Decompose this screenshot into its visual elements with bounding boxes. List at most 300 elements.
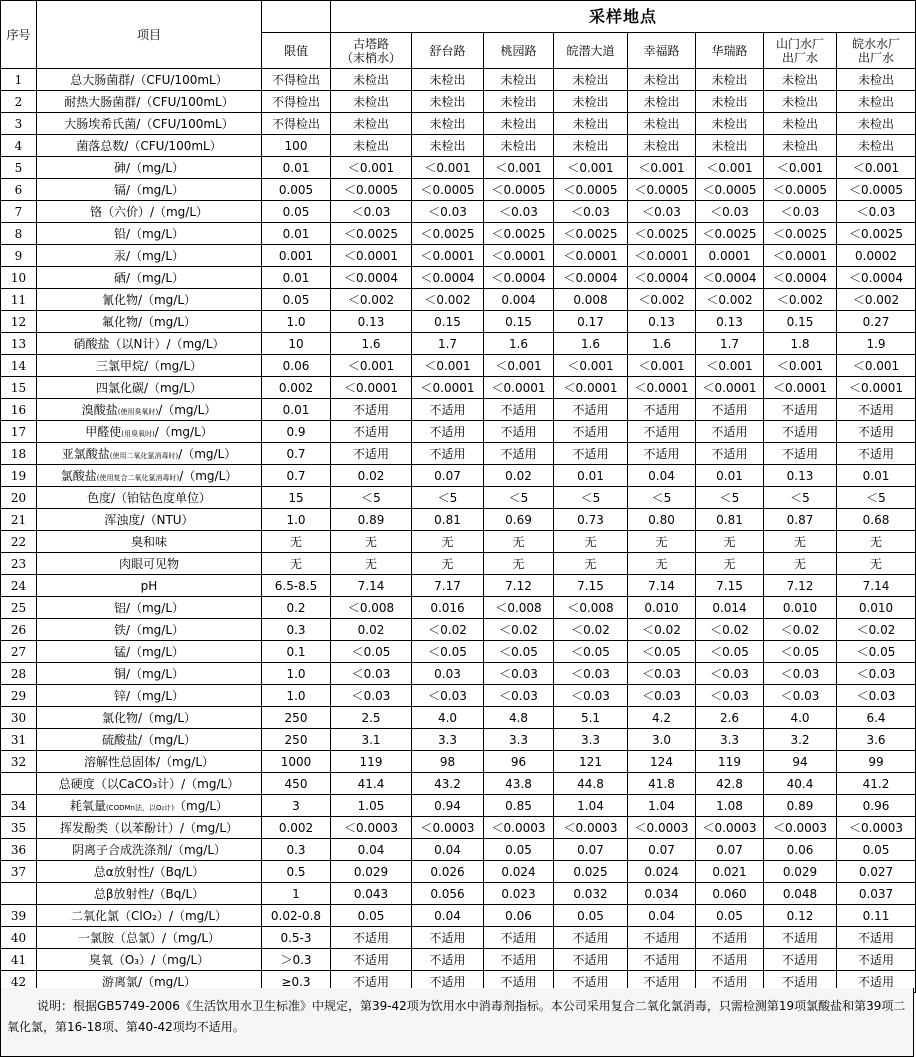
- row-item-name: 菌落总数/（CFU/100mL）: [76, 138, 222, 153]
- row-item-name: 甲醛使: [85, 424, 122, 439]
- row-value-site-3: 0.06: [484, 905, 554, 927]
- row-value-site-4: 3.3: [554, 729, 628, 751]
- row-value-site-1: 未检出: [331, 135, 412, 157]
- row-value-site-4: ＜0.0004: [554, 267, 628, 289]
- row-value-site-4: 0.17: [554, 311, 628, 333]
- row-value-site-7: ＜0.03: [764, 663, 837, 685]
- row-value-site-2: 0.016: [412, 597, 484, 619]
- row-value-site-7: 0.010: [764, 597, 837, 619]
- row-number: 17: [1, 421, 37, 443]
- row-value-site-6: ＜0.0025: [696, 223, 764, 245]
- row-value-site-7: ＜0.0005: [764, 179, 837, 201]
- row-value-site-3: 0.02: [484, 465, 554, 487]
- row-value-site-7: 不适用: [764, 443, 837, 465]
- table-row: [1, 157, 916, 179]
- row-value-site-7: 0.06: [764, 839, 837, 861]
- row-value-site-4: 未检出: [554, 91, 628, 113]
- row-value-site-1: 41.4: [331, 773, 412, 795]
- row-value-site-2: 0.81: [412, 509, 484, 531]
- row-value-site-4: ＜0.03: [554, 663, 628, 685]
- row-number: 9: [1, 245, 37, 267]
- row-value-site-6: 0.021: [696, 861, 764, 883]
- row-item: [37, 883, 262, 905]
- row-value-site-8: ＜0.03: [837, 685, 916, 707]
- table-row: [1, 223, 916, 245]
- row-value-site-4: 不适用: [554, 927, 628, 949]
- row-number: 25: [1, 597, 37, 619]
- row-item-unit: /（mg/L）: [179, 468, 238, 483]
- row-value-site-6: 不适用: [696, 971, 764, 993]
- row-value-site-8: ＜0.02: [837, 619, 916, 641]
- row-value-site-1: ＜0.03: [331, 685, 412, 707]
- row-item-name: 溶解性总固体/（mg/L）: [83, 754, 215, 769]
- row-item: [37, 355, 262, 377]
- row-value-site-8: 0.11: [837, 905, 916, 927]
- row-value-site-8: ＜5: [837, 487, 916, 509]
- row-limit: 0.5: [262, 861, 331, 883]
- row-value-site-4: 不适用: [554, 399, 628, 421]
- row-value-site-7: 0.12: [764, 905, 837, 927]
- row-item-unit: /（mg/L）: [178, 446, 237, 461]
- row-value-site-2: 无: [412, 553, 484, 575]
- row-value-site-7: 未检出: [764, 69, 837, 91]
- row-value-site-1: ＜0.008: [331, 597, 412, 619]
- row-number: 26: [1, 619, 37, 641]
- row-item: [37, 421, 262, 443]
- row-value-site-3: 43.8: [484, 773, 554, 795]
- table-row: [1, 729, 916, 751]
- row-value-site-6: 未检出: [696, 113, 764, 135]
- row-item-name: 铬（六价）/（mg/L）: [89, 204, 209, 219]
- table-row: [1, 355, 916, 377]
- row-value-site-1: ＜5: [331, 487, 412, 509]
- row-value-site-4: ＜0.001: [554, 355, 628, 377]
- row-value-site-8: 0.68: [837, 509, 916, 531]
- row-item: [37, 927, 262, 949]
- row-item: [37, 69, 262, 91]
- row-value-site-5: 未检出: [628, 91, 696, 113]
- row-value-site-1: 0.13: [331, 311, 412, 333]
- row-value-site-8: 0.01: [837, 465, 916, 487]
- header-site-6: 华瑞路: [696, 33, 764, 69]
- row-item-unit: /（mg/L）: [154, 424, 213, 439]
- row-item: [37, 817, 262, 839]
- row-value-site-3: ＜0.0005: [484, 179, 554, 201]
- row-value-site-8: 未检出: [837, 135, 916, 157]
- row-value-site-4: ＜0.0001: [554, 245, 628, 267]
- row-value-site-6: 0.05: [696, 905, 764, 927]
- row-value-site-2: 7.17: [412, 575, 484, 597]
- row-value-site-3: 不适用: [484, 971, 554, 993]
- row-value-site-1: ＜0.0003: [331, 817, 412, 839]
- row-value-site-3: 96: [484, 751, 554, 773]
- row-value-site-6: 未检出: [696, 91, 764, 113]
- row-value-site-8: 3.6: [837, 729, 916, 751]
- table-row: [1, 69, 916, 91]
- row-value-site-3: ＜0.05: [484, 641, 554, 663]
- row-value-site-1: 0.043: [331, 883, 412, 905]
- row-value-site-7: ＜0.0001: [764, 377, 837, 399]
- row-number: 5: [1, 157, 37, 179]
- row-value-site-6: ＜0.02: [696, 619, 764, 641]
- row-item: [37, 509, 262, 531]
- row-value-site-6: 7.15: [696, 575, 764, 597]
- row-value-site-1: 119: [331, 751, 412, 773]
- row-number: 3: [1, 113, 37, 135]
- row-value-site-4: 不适用: [554, 971, 628, 993]
- row-number: 27: [1, 641, 37, 663]
- table-row: [1, 751, 916, 773]
- table-row: [1, 91, 916, 113]
- row-value-site-2: 0.15: [412, 311, 484, 333]
- row-limit: 0.2: [262, 597, 331, 619]
- row-limit: 0.001: [262, 245, 331, 267]
- row-value-site-5: 不适用: [628, 927, 696, 949]
- row-value-site-5: 无: [628, 531, 696, 553]
- table-row: [1, 663, 916, 685]
- row-item: [37, 377, 262, 399]
- row-value-site-1: ＜0.0025: [331, 223, 412, 245]
- row-value-site-2: 98: [412, 751, 484, 773]
- row-value-site-8: 41.2: [837, 773, 916, 795]
- row-value-site-6: 0.07: [696, 839, 764, 861]
- row-value-site-4: ＜0.0005: [554, 179, 628, 201]
- row-value-site-3: ＜5: [484, 487, 554, 509]
- row-item-name: 砷/（mg/L）: [113, 160, 185, 175]
- row-limit: 0.01: [262, 157, 331, 179]
- table-row: [1, 399, 916, 421]
- row-value-site-6: ＜0.001: [696, 355, 764, 377]
- row-value-site-7: 0.029: [764, 861, 837, 883]
- table-row: [1, 795, 916, 817]
- row-item: [37, 729, 262, 751]
- row-value-site-3: ＜0.03: [484, 685, 554, 707]
- row-value-site-1: ＜0.03: [331, 201, 412, 223]
- row-value-site-1: 无: [331, 553, 412, 575]
- row-item-name: 溴酸盐: [81, 402, 118, 417]
- row-item-unit: /（mg/L）: [158, 402, 217, 417]
- row-item-name: 锰/（mg/L）: [113, 644, 185, 659]
- row-value-site-6: ＜0.03: [696, 685, 764, 707]
- row-value-site-5: 0.13: [628, 311, 696, 333]
- row-number: 39: [1, 905, 37, 927]
- row-value-site-8: 0.05: [837, 839, 916, 861]
- row-value-site-4: 44.8: [554, 773, 628, 795]
- row-value-site-6: 0.0001: [696, 245, 764, 267]
- row-limit: 0.01: [262, 223, 331, 245]
- row-value-site-3: 无: [484, 531, 554, 553]
- row-item-name: 氯酸盐: [60, 468, 97, 483]
- row-value-site-7: 7.12: [764, 575, 837, 597]
- row-value-site-5: 未检出: [628, 113, 696, 135]
- row-number: 36: [1, 839, 37, 861]
- row-value-site-5: 0.04: [628, 465, 696, 487]
- row-item-condition: (用臭氧时): [121, 429, 155, 438]
- table-row: [1, 333, 916, 355]
- row-value-site-5: 不适用: [628, 949, 696, 971]
- row-item: [37, 157, 262, 179]
- row-value-site-8: 不适用: [837, 443, 916, 465]
- row-value-site-7: ＜0.0003: [764, 817, 837, 839]
- row-item: [37, 201, 262, 223]
- row-number: 30: [1, 707, 37, 729]
- row-value-site-6: ＜0.05: [696, 641, 764, 663]
- row-value-site-2: 43.2: [412, 773, 484, 795]
- row-value-site-1: ＜0.001: [331, 157, 412, 179]
- row-value-site-3: 未检出: [484, 91, 554, 113]
- row-item-name: 浑浊度/（NTU）: [104, 512, 194, 527]
- row-limit: 1.0: [262, 311, 331, 333]
- row-value-site-8: 未检出: [837, 91, 916, 113]
- row-value-site-6: 0.01: [696, 465, 764, 487]
- row-value-site-6: 未检出: [696, 135, 764, 157]
- row-value-site-3: 不适用: [484, 949, 554, 971]
- row-number: 15: [1, 377, 37, 399]
- row-limit: 1: [262, 883, 331, 905]
- row-value-site-5: 0.04: [628, 905, 696, 927]
- row-value-site-3: 4.8: [484, 707, 554, 729]
- row-value-site-7: 94: [764, 751, 837, 773]
- row-limit: 0.002: [262, 817, 331, 839]
- table-row: [1, 443, 916, 465]
- row-value-site-7: 0.89: [764, 795, 837, 817]
- row-value-site-6: 0.060: [696, 883, 764, 905]
- row-limit: 0.02-0.8: [262, 905, 331, 927]
- row-value-site-8: ＜0.001: [837, 157, 916, 179]
- row-limit: 250: [262, 707, 331, 729]
- row-number: 16: [1, 399, 37, 421]
- row-item-name: 总硬度（以CaCO₃计）/（mg/L）: [58, 776, 240, 791]
- row-item: [37, 685, 262, 707]
- row-limit: 不得检出: [262, 91, 331, 113]
- row-value-site-8: 无: [837, 553, 916, 575]
- row-value-site-1: 1.6: [331, 333, 412, 355]
- row-value-site-2: 0.04: [412, 839, 484, 861]
- row-value-site-5: ＜5: [628, 487, 696, 509]
- row-item-name: 挥发酚类（以苯酚计）/（mg/L）: [59, 820, 239, 835]
- row-value-site-4: 无: [554, 531, 628, 553]
- row-value-site-8: 99: [837, 751, 916, 773]
- row-value-site-7: 未检出: [764, 113, 837, 135]
- row-item: [37, 707, 262, 729]
- row-limit: 10: [262, 333, 331, 355]
- row-item: [37, 289, 262, 311]
- row-item-name: 一氯胺（总氯）/（mg/L）: [77, 930, 221, 945]
- row-value-site-7: 无: [764, 553, 837, 575]
- row-item: [37, 223, 262, 245]
- row-value-site-8: 未检出: [837, 113, 916, 135]
- row-item-name: 大肠埃希氏菌/（CFU/100mL）: [64, 116, 234, 131]
- table-row: [1, 905, 916, 927]
- row-number: [1, 883, 37, 905]
- row-value-site-5: 124: [628, 751, 696, 773]
- row-number: 35: [1, 817, 37, 839]
- row-value-site-7: 不适用: [764, 421, 837, 443]
- row-item: [37, 575, 262, 597]
- row-value-site-5: ＜0.02: [628, 619, 696, 641]
- row-value-site-8: 1.9: [837, 333, 916, 355]
- table-row: [1, 817, 916, 839]
- row-value-site-3: 0.85: [484, 795, 554, 817]
- row-value-site-3: 0.004: [484, 289, 554, 311]
- row-value-site-2: 未检出: [412, 113, 484, 135]
- row-limit: 0.05: [262, 289, 331, 311]
- row-value-site-5: 未检出: [628, 135, 696, 157]
- header-site-2: 舒台路: [412, 33, 484, 69]
- header-limit: 限值: [262, 33, 331, 69]
- header-site-3: 桃园路: [484, 33, 554, 69]
- row-value-site-7: 0.048: [764, 883, 837, 905]
- row-value-site-6: 不适用: [696, 421, 764, 443]
- row-item: [37, 795, 262, 817]
- row-limit: 不得检出: [262, 113, 331, 135]
- row-value-site-3: 未检出: [484, 113, 554, 135]
- row-item-condition: (使用二氧化氯消毒时): [109, 451, 179, 460]
- row-item: [37, 465, 262, 487]
- row-value-site-4: 1.6: [554, 333, 628, 355]
- row-value-site-7: 不适用: [764, 399, 837, 421]
- row-number: 8: [1, 223, 37, 245]
- row-item: [37, 597, 262, 619]
- row-value-site-7: ＜0.03: [764, 201, 837, 223]
- row-value-site-3: 0.69: [484, 509, 554, 531]
- row-number: 18: [1, 443, 37, 465]
- row-value-site-5: 不适用: [628, 421, 696, 443]
- row-number: 21: [1, 509, 37, 531]
- table-row: [1, 597, 916, 619]
- row-value-site-8: ＜0.001: [837, 355, 916, 377]
- header-site-7: 山门水厂 出厂水: [764, 33, 837, 69]
- row-value-site-1: 不适用: [331, 927, 412, 949]
- table-row: [1, 861, 916, 883]
- row-value-site-2: 未检出: [412, 69, 484, 91]
- row-value-site-1: 7.14: [331, 575, 412, 597]
- row-number: 6: [1, 179, 37, 201]
- row-value-site-5: ＜0.03: [628, 685, 696, 707]
- row-value-site-4: ＜0.0001: [554, 377, 628, 399]
- table-row: [1, 267, 916, 289]
- row-value-site-1: 未检出: [331, 69, 412, 91]
- row-value-site-6: 1.08: [696, 795, 764, 817]
- row-value-site-5: 0.07: [628, 839, 696, 861]
- row-value-site-2: 0.056: [412, 883, 484, 905]
- row-value-site-1: ＜0.05: [331, 641, 412, 663]
- row-item-name: 铝/（mg/L）: [113, 600, 185, 615]
- row-number: 14: [1, 355, 37, 377]
- row-value-site-3: 不适用: [484, 421, 554, 443]
- row-value-site-2: 不适用: [412, 421, 484, 443]
- row-value-site-6: 不适用: [696, 927, 764, 949]
- row-item-name: 铅/（mg/L）: [113, 226, 185, 241]
- row-value-site-5: ＜0.03: [628, 201, 696, 223]
- row-value-site-6: 未检出: [696, 69, 764, 91]
- row-value-site-7: ＜0.001: [764, 355, 837, 377]
- table-row: [1, 553, 916, 575]
- row-value-site-5: ＜0.0004: [628, 267, 696, 289]
- row-value-site-3: 3.3: [484, 729, 554, 751]
- row-item-name: 二氧化氯（ClO₂）/（mg/L）: [70, 908, 228, 923]
- row-value-site-7: ＜5: [764, 487, 837, 509]
- row-value-site-2: ＜0.03: [412, 685, 484, 707]
- row-value-site-5: 1.04: [628, 795, 696, 817]
- header-sites-title: 采样地点: [331, 1, 916, 33]
- row-limit: 0.7: [262, 443, 331, 465]
- row-number: 31: [1, 729, 37, 751]
- row-value-site-1: 不适用: [331, 443, 412, 465]
- row-number: 1: [1, 69, 37, 91]
- table-row: [1, 113, 916, 135]
- row-limit: 0.05: [262, 201, 331, 223]
- row-value-site-2: 不适用: [412, 399, 484, 421]
- table-row: [1, 531, 916, 553]
- table-row: [1, 465, 916, 487]
- row-limit: 15: [262, 487, 331, 509]
- row-value-site-8: 0.0002: [837, 245, 916, 267]
- row-value-site-3: ＜0.02: [484, 619, 554, 641]
- row-value-site-3: 未检出: [484, 69, 554, 91]
- row-limit: 0.1: [262, 641, 331, 663]
- row-value-site-8: 未检出: [837, 69, 916, 91]
- row-value-site-4: 未检出: [554, 113, 628, 135]
- row-value-site-1: 0.89: [331, 509, 412, 531]
- row-number: 34: [1, 795, 37, 817]
- row-value-site-1: 0.029: [331, 861, 412, 883]
- table-row: [1, 641, 916, 663]
- row-value-site-2: 3.3: [412, 729, 484, 751]
- row-item: [37, 861, 262, 883]
- row-limit: 0.7: [262, 465, 331, 487]
- table-row: [1, 311, 916, 333]
- table-row: [1, 773, 916, 795]
- row-value-site-5: ＜0.05: [628, 641, 696, 663]
- row-value-site-1: ＜0.03: [331, 663, 412, 685]
- row-item-name: 铜/（mg/L）: [113, 666, 185, 681]
- row-value-site-4: 不适用: [554, 443, 628, 465]
- row-item: [37, 773, 262, 795]
- row-item-name: 耐热大肠菌群/（CFU/100mL）: [64, 94, 234, 109]
- row-limit: 0.9: [262, 421, 331, 443]
- row-value-site-3: 不适用: [484, 443, 554, 465]
- row-number: 28: [1, 663, 37, 685]
- row-value-site-8: 无: [837, 531, 916, 553]
- row-value-site-2: ＜0.001: [412, 157, 484, 179]
- row-value-site-2: 0.94: [412, 795, 484, 817]
- row-value-site-3: ＜0.03: [484, 663, 554, 685]
- row-value-site-1: 0.02: [331, 619, 412, 641]
- row-value-site-2: ＜0.05: [412, 641, 484, 663]
- row-value-site-4: 未检出: [554, 135, 628, 157]
- row-value-site-8: 0.010: [837, 597, 916, 619]
- row-value-site-1: ＜0.0004: [331, 267, 412, 289]
- row-limit: 0.5-3: [262, 927, 331, 949]
- row-value-site-2: 0.026: [412, 861, 484, 883]
- row-value-site-3: ＜0.03: [484, 201, 554, 223]
- row-number: 42: [1, 971, 37, 993]
- row-value-site-6: 无: [696, 531, 764, 553]
- row-value-site-8: ＜0.05: [837, 641, 916, 663]
- row-item-condition: (CODMn法，以O₂计): [105, 803, 174, 812]
- row-value-site-6: 119: [696, 751, 764, 773]
- row-item-name: 游离氯/（mg/L）: [101, 974, 197, 989]
- row-limit: 0.01: [262, 267, 331, 289]
- row-value-site-3: 0.024: [484, 861, 554, 883]
- row-item: [37, 267, 262, 289]
- row-value-site-4: ＜0.02: [554, 619, 628, 641]
- row-limit: 0.01: [262, 399, 331, 421]
- row-item: [37, 443, 262, 465]
- row-item-name: 三氯甲烷/（mg/L）: [95, 358, 203, 373]
- row-value-site-2: ＜0.001: [412, 355, 484, 377]
